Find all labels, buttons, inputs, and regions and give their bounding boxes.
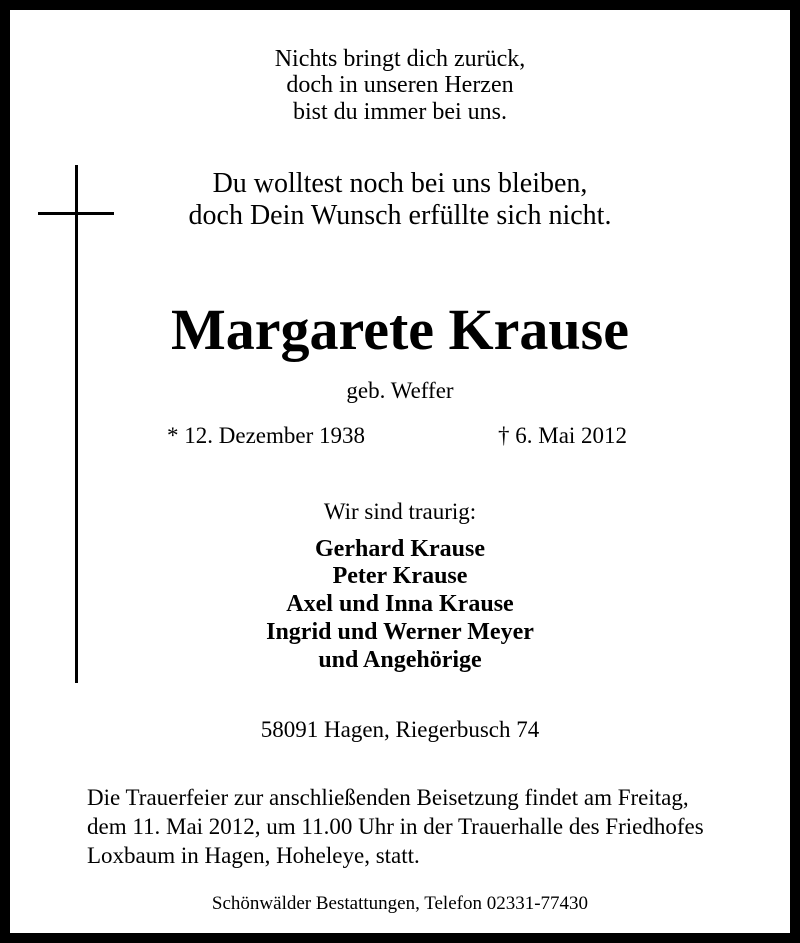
birth-date: * 12. Dezember 1938 (167, 423, 365, 448)
verse-line-1: Nichts bringt dich zurück, (274, 46, 526, 72)
mourner-1: Gerhard Krause (315, 536, 485, 562)
death-date: † 6. Mai 2012 (498, 423, 628, 448)
address: 58091 Hagen, Riegerbusch 74 (260, 717, 540, 742)
funeral-notice-line-2: dem 11. Mai 2012, um 11.00 Uhr in der Trauerhalle des Friedhofes (87, 814, 704, 839)
verse2-line-2: doch Dein Wunsch erfüllte sich nicht. (188, 200, 612, 231)
mourner-4: Ingrid und Werner Meyer (266, 619, 534, 645)
verse2-line-1: Du wolltest noch bei uns bleiben, (212, 168, 588, 199)
funeral-notice (87, 783, 777, 870)
deceased-name: Margarete Krause (171, 297, 629, 362)
footer-undertaker: Schönwälder Bestattungen, Telefon 02331-77430 (211, 893, 589, 914)
mourner-5: und Angehörige (318, 647, 482, 673)
mourners-intro: Wir sind traurig: (323, 499, 477, 524)
funeral-notice-line-3: Loxbaum in Hagen, Hoheleye, statt. (87, 843, 420, 868)
verse-line-2: doch in unseren Herzen (286, 72, 514, 98)
maiden-name: geb. Weffer (346, 378, 454, 403)
mourner-2: Peter Krause (332, 563, 468, 589)
funeral-notice-line-1: Die Trauerfeier zur anschließenden Beisetzung findet am Freitag, (87, 785, 689, 810)
mourner-3: Axel und Inna Krause (286, 591, 514, 617)
verse-line-3: bist du immer bei uns. (293, 99, 507, 125)
